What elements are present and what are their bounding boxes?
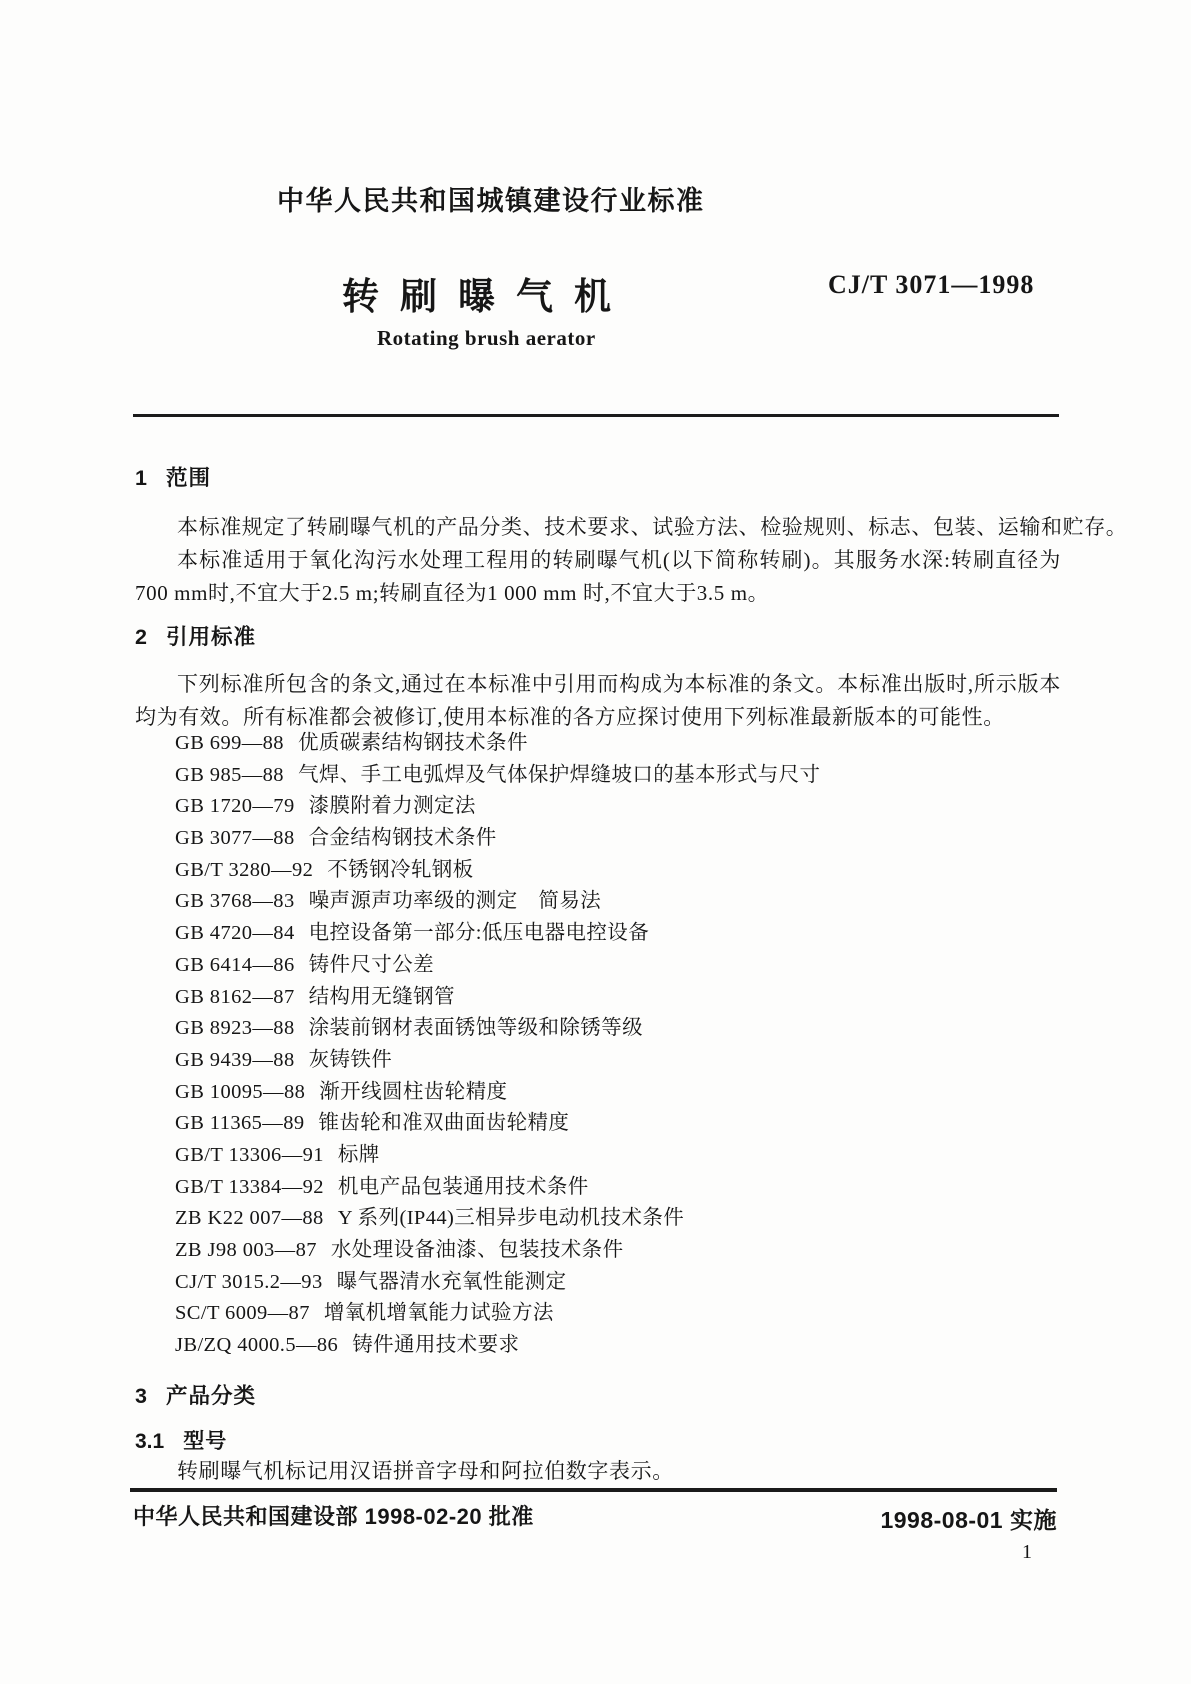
reference-title: Y 系列(IP44)三相异步电动机技术条件 [337,1207,685,1230]
reference-list [175,728,1075,1362]
reference-code: GB 699—88 [175,732,284,754]
reference-title: 合金结构钢技术条件 [308,827,497,850]
section-3-1-heading [135,1425,227,1455]
reference-item [175,886,1075,918]
reference-title: 优质碳素结构钢技术条件 [297,732,528,754]
section-3-number: 3 [135,1384,147,1408]
section-1-title: 范围 [165,466,211,490]
section-3-1-paragraph: 转刷曝气机标记用汉语拼音字母和阿拉伯数字表示。 [177,1459,674,1483]
reference-title: 渐开线圆柱齿轮精度 [319,1080,508,1103]
reference-title: 漆膜附着力测定法 [308,795,476,818]
page-number: 1 [1022,1541,1032,1563]
reference-code: GB 9439—88 [175,1048,295,1071]
reference-item [175,918,1075,950]
reference-title: 电控设备第一部分:低压电器电控设备 [308,922,650,945]
reference-code: ZB K22 007—88 [175,1207,324,1230]
section-1-paragraph-2: 本标准适用于氧化沟污水处理工程用的转刷曝气机(以下简称转刷)。其服务水深:转刷直径为700 mm时,不宜大于2.5 m;转刷直径为1 000 mm 时,不宜大于3.5 m。 [135,548,1061,605]
section-2-intro: 下列标准所包含的条文,通过在本标准中引用而构成为本标准的条文。本标准出版时,所示版本均为有效。所有标准都会被修订,使用本标准的各方应探讨使用下列标准最新版本的可能性。 [135,672,1061,729]
reference-code: GB/T 13384—92 [175,1175,324,1198]
reference-code: SC/T 6009—87 [175,1302,310,1325]
reference-item [175,1077,1075,1109]
header-rule [133,414,1059,417]
reference-item [175,823,1075,855]
reference-code: GB/T 13306—91 [175,1143,324,1166]
document-title: 转刷曝气机 [342,276,632,317]
reference-item [175,760,1075,792]
reference-code: CJ/T 3015.2—93 [175,1270,323,1293]
footer-rule [130,1488,1057,1492]
reference-item [175,1013,1075,1045]
section-2-title: 引用标准 [165,625,256,649]
reference-code: GB 8162—87 [175,985,295,1008]
section-3-1-number: 3.1 [135,1430,165,1453]
reference-item [175,1330,1075,1362]
reference-item [175,1267,1075,1299]
reference-title: 锥齿轮和准双曲面齿轮精度 [318,1112,570,1135]
reference-title: 机电产品包装通用技术条件 [337,1175,589,1198]
reference-item [175,855,1075,887]
reference-title: 不锈钢冷轧钢板 [327,858,474,881]
section-1-number: 1 [135,466,147,490]
reference-code: GB 1720—79 [175,795,295,818]
section-3-title: 产品分类 [165,1384,256,1408]
reference-title: 曝气器清水充氧性能测定 [336,1270,567,1293]
reference-code: JB/ZQ 4000.5—86 [175,1334,339,1357]
reference-code: GB 3077—88 [175,827,295,850]
reference-title: 标牌 [337,1143,380,1166]
footer-approval: 中华人民共和国建设部 1998-02-20 批准 [133,1504,534,1529]
reference-title: 灰铸铁件 [308,1048,393,1071]
section-1-heading [135,461,211,492]
reference-item [175,1203,1075,1235]
reference-title: 铸件通用技术要求 [352,1334,520,1357]
reference-item [175,1045,1075,1077]
standard-number: CJ/T 3071—1998 [828,270,1035,299]
section-1-paragraph-1: 本标准规定了转刷曝气机的产品分类、技术要求、试验方法、检验规则、标志、包装、运输和贮存。 [177,515,1128,539]
reference-title: 增氧机增氧能力试验方法 [323,1302,554,1325]
footer-implementation: 1998-08-01 实施 [880,1507,1057,1533]
reference-code: ZB J98 003—87 [175,1239,317,1261]
reference-code: GB 10095—88 [175,1080,306,1103]
reference-item [175,982,1075,1014]
reference-code: GB 3768—83 [175,890,295,913]
reference-code: GB/T 3280—92 [175,858,314,881]
reference-code: GB 8923—88 [175,1017,295,1040]
reference-title: 气焊、手工电弧焊及气体保护焊缝坡口的基本形式与尺寸 [297,763,821,786]
reference-item [175,791,1075,823]
reference-item [175,728,1075,760]
reference-code: GB 985—88 [175,763,284,786]
reference-item [175,950,1075,982]
reference-item [175,1172,1075,1204]
reference-item [175,1298,1075,1330]
reference-item [175,1108,1075,1140]
reference-title: 噪声源声功率级的测定 简易法 [308,890,602,913]
section-2-number: 2 [135,625,147,649]
section-3-1-title: 型号 [183,1430,228,1453]
document-title-english: Rotating brush aerator [377,326,596,350]
section-3-heading [135,1379,256,1410]
section-2-heading [135,620,256,651]
reference-title: 铸件尺寸公差 [308,953,435,976]
reference-item [175,1140,1075,1172]
reference-code: GB 11365—89 [175,1112,305,1135]
reference-title: 水处理设备油漆、包装技术条件 [330,1239,624,1261]
reference-title: 结构用无缝钢管 [308,985,455,1008]
reference-item [175,1235,1075,1267]
reference-title: 涂装前钢材表面锈蚀等级和除锈等级 [308,1017,644,1040]
reference-code: GB 4720—84 [175,922,295,945]
standard-type-label: 中华人民共和国城镇建设行业标准 [277,186,705,216]
reference-code: GB 6414—86 [175,953,295,976]
